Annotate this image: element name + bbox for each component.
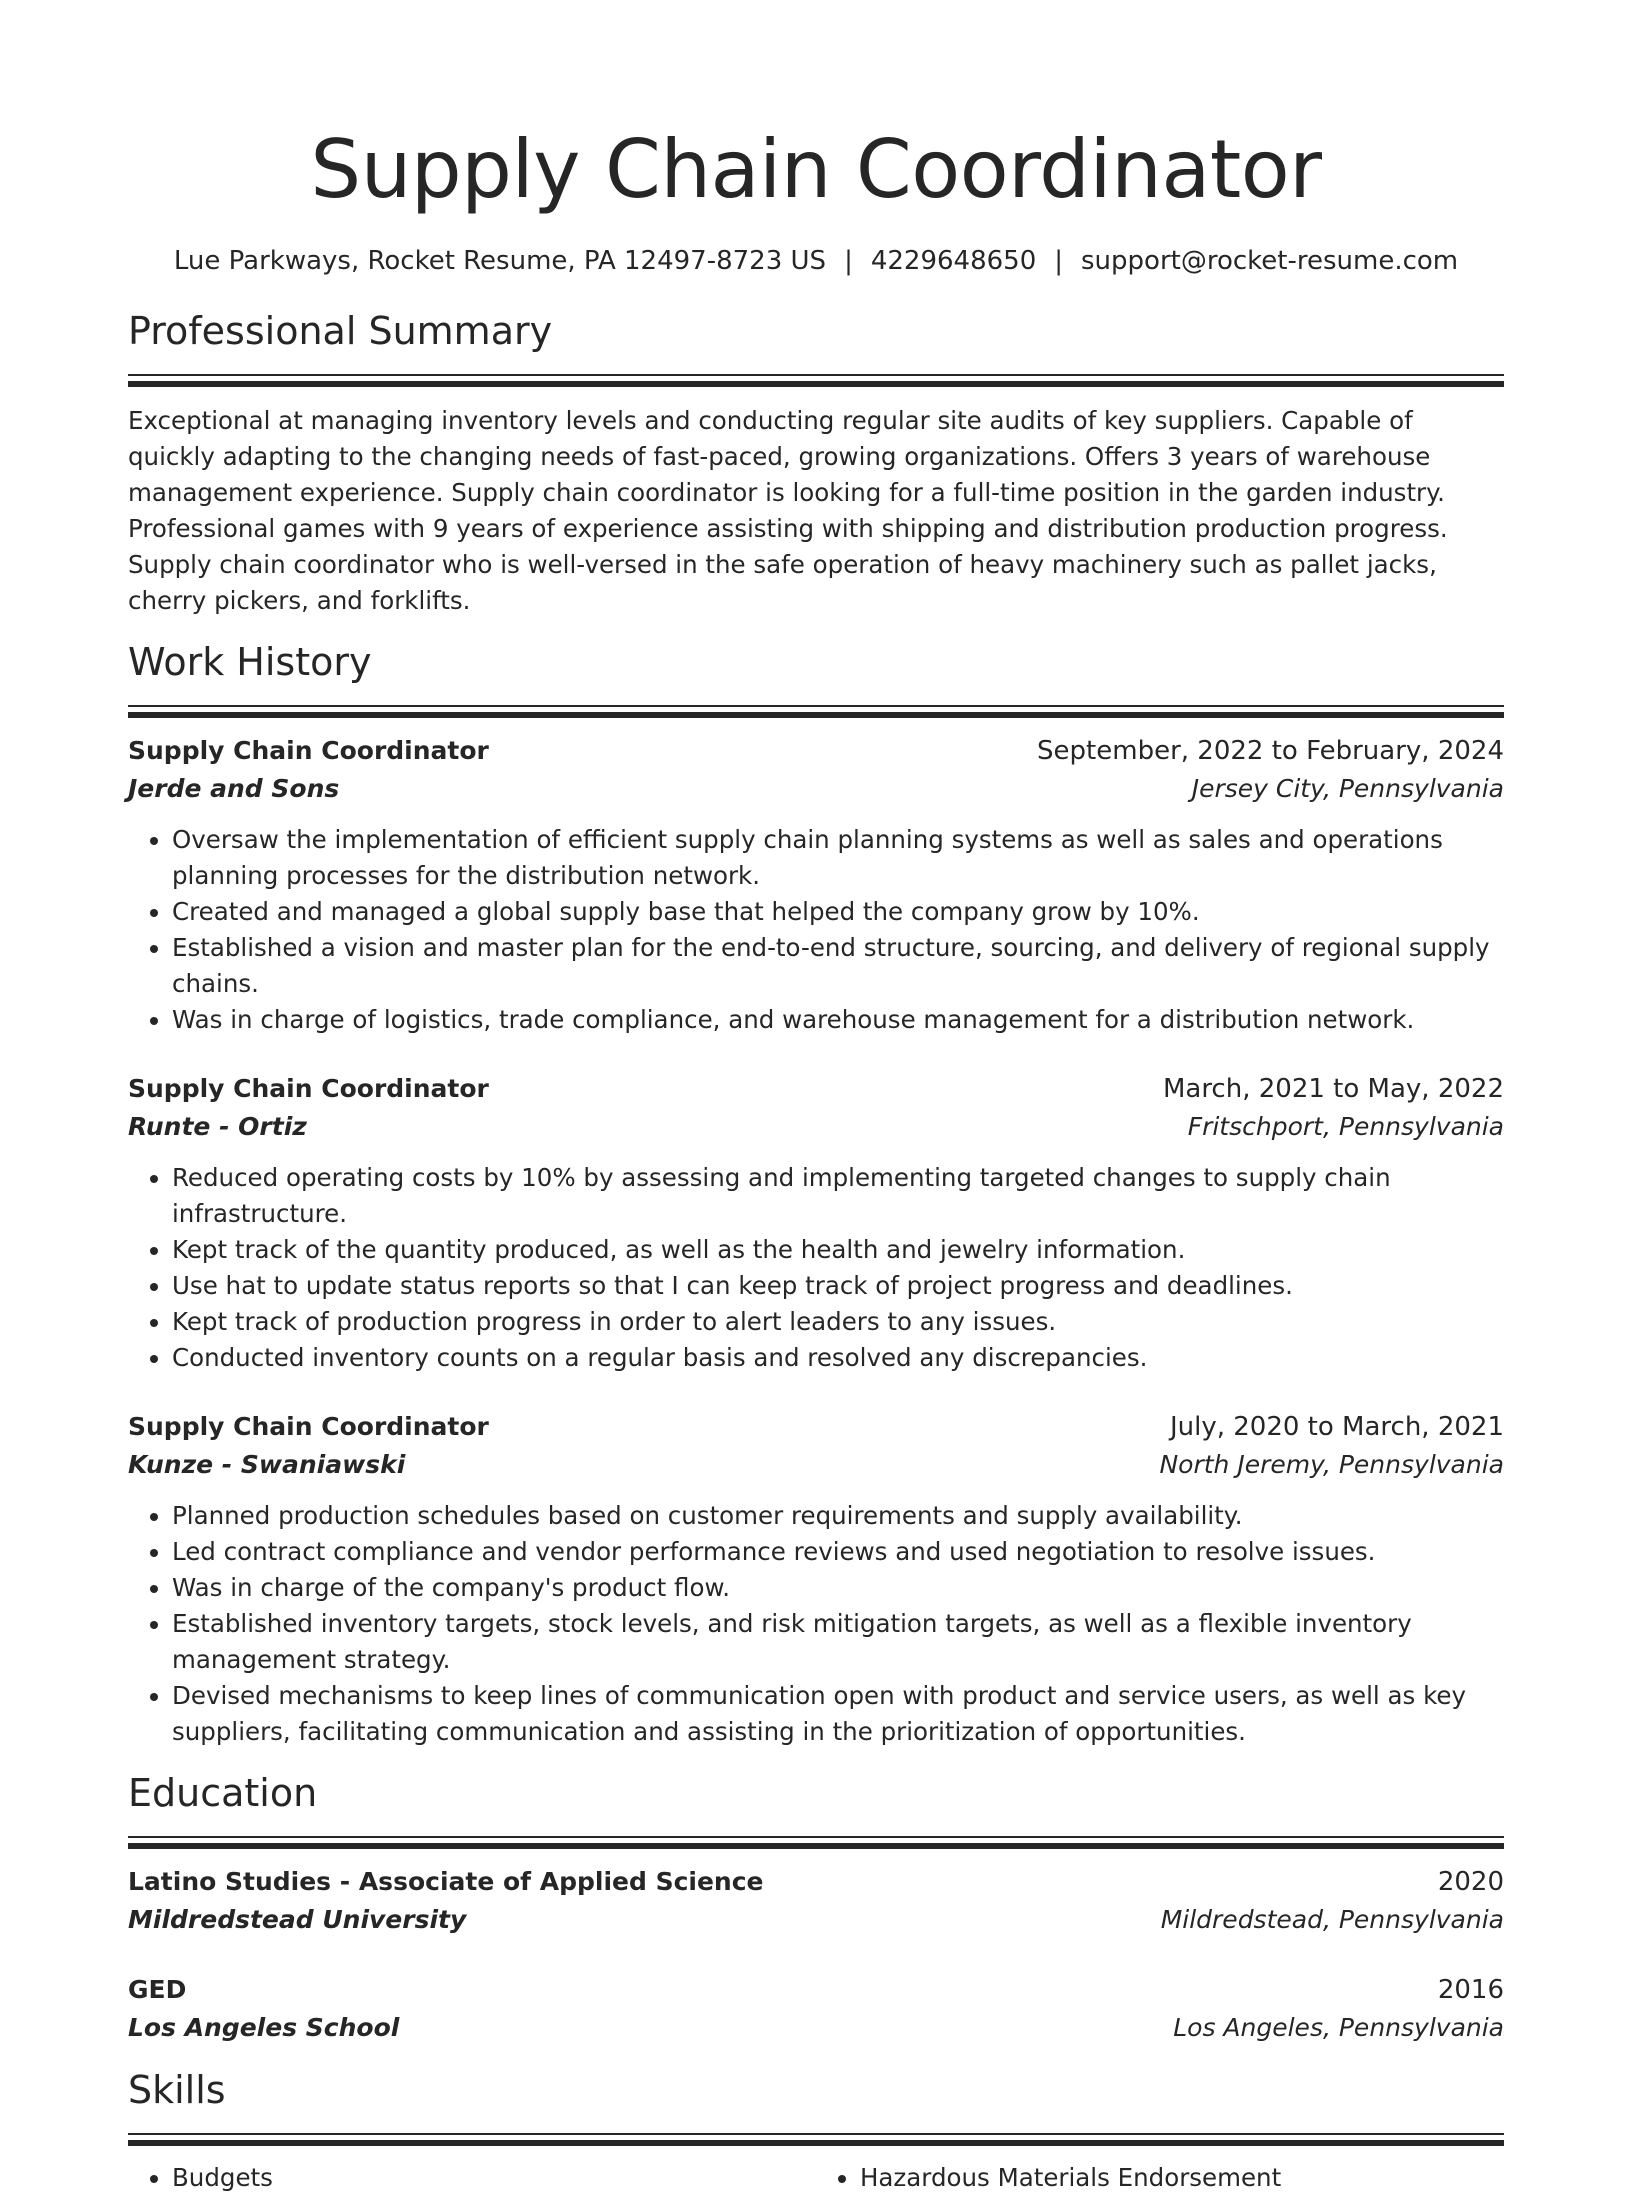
job-title: Supply Chain Coordinator xyxy=(128,1412,489,1441)
job-entry xyxy=(128,732,1504,1038)
job-title: Supply Chain Coordinator xyxy=(128,1074,489,1103)
section-divider xyxy=(128,1836,1504,1849)
list-item: • Established inventory targets, stock levels, and risk mitigation targets, as well as a flexible inventory management strategy. xyxy=(172,1606,1504,1678)
list-item: • Led contract compliance and vendor performance reviews and used negotiation to resolve issues. xyxy=(172,1534,1504,1570)
job-bullets xyxy=(128,1498,1504,1750)
contact-email[interactable]: support@rocket-resume.com xyxy=(1081,246,1459,276)
skills-columns xyxy=(128,2160,1504,2196)
education-entry xyxy=(128,1971,1504,2047)
contact-phone: 4229648650 xyxy=(870,246,1037,276)
summary-text: Exceptional at managing inventory levels and conducting regular site audits of key suppliers. Capable of quickly adapting to the changing needs of fast-paced, growing organizations. Offers 3 years of warehouse management experience. Supply chain coordinator is looking for a full-time position in the garden industry. Professional games with 9 years of experience assisting with shipping and distribution production progress. Supply chain coordinator who is well-versed in the safe operation of heavy machinery such as pallet jacks, cherry pickers, and forklifts. xyxy=(128,406,1448,615)
resume-title: Supply Chain Coordinator xyxy=(310,123,1322,216)
job-company: Kunze - Swaniawski xyxy=(128,1450,406,1479)
list-item: • Reduced operating costs by 10% by assessing and implementing targeted changes to supply chain infrastructure. xyxy=(172,1160,1504,1232)
job-bullets xyxy=(128,1160,1504,1376)
work-history-section xyxy=(128,637,1504,1750)
education-entry xyxy=(128,1863,1504,1939)
section-divider xyxy=(128,705,1504,718)
job-entry xyxy=(128,1408,1504,1750)
section-divider xyxy=(128,2133,1504,2146)
education-school: Los Angeles School xyxy=(128,2013,400,2042)
list-item: • Established a vision and master plan for the end-to-end structure, sourcing, and delivery of regional supply chains. xyxy=(172,930,1504,1002)
education-section xyxy=(128,1768,1504,2047)
job-location: Jersey City, Pennsylvania xyxy=(1191,774,1504,803)
contact-separator: | xyxy=(844,246,853,276)
education-degree: GED xyxy=(128,1975,187,2004)
list-item: • Was in charge of the company's product flow. xyxy=(172,1570,1504,1606)
skills-heading: Skills xyxy=(128,2068,226,2112)
education-location: Mildredstead, Pennsylvania xyxy=(1160,1905,1504,1934)
contact-address: Lue Parkways, Rocket Resume, PA 12497-8723 US xyxy=(173,246,827,276)
summary-heading: Professional Summary xyxy=(128,309,553,353)
education-year: 2016 xyxy=(1437,1975,1504,2005)
job-entry xyxy=(128,1070,1504,1376)
job-location: North Jeremy, Pennsylvania xyxy=(1159,1450,1504,1479)
contact-line xyxy=(128,244,1504,278)
skill-item: • Budgets xyxy=(172,2160,816,2196)
skills-list-left xyxy=(128,2160,816,2196)
list-item: • Conducted inventory counts on a regular basis and resolved any discrepancies. xyxy=(172,1340,1504,1376)
education-location: Los Angeles, Pennsylvania xyxy=(1173,2013,1504,2042)
education-heading: Education xyxy=(128,1771,318,1815)
education-degree: Latino Studies - Associate of Applied Science xyxy=(128,1867,764,1896)
skills-section xyxy=(128,2065,1504,2196)
summary-section xyxy=(128,306,1504,619)
work-history-heading: Work History xyxy=(128,640,372,684)
list-item: • Was in charge of logistics, trade compliance, and warehouse management for a distribution network. xyxy=(172,1002,1504,1038)
list-item: • Use hat to update status reports so that I can keep track of project progress and deadlines. xyxy=(172,1268,1504,1304)
job-bullets xyxy=(128,822,1504,1038)
list-item: • Kept track of production progress in order to alert leaders to any issues. xyxy=(172,1304,1504,1340)
section-divider xyxy=(128,374,1504,387)
list-item: • Planned production schedules based on customer requirements and supply availability. xyxy=(172,1498,1504,1534)
contact-separator: | xyxy=(1054,246,1064,276)
list-item: • Oversaw the implementation of efficient supply chain planning systems as well as sales and operations planning processes for the distribution network. xyxy=(172,822,1504,894)
job-title: Supply Chain Coordinator xyxy=(128,736,489,765)
list-item: • Kept track of the quantity produced, as well as the health and jewelry information. xyxy=(172,1232,1504,1268)
education-year: 2020 xyxy=(1437,1867,1504,1897)
education-school: Mildredstead University xyxy=(128,1905,467,1934)
skills-list-right xyxy=(816,2160,1504,2196)
list-item: • Created and managed a global supply base that helped the company grow by 10%. xyxy=(172,894,1504,930)
job-dates: September, 2022 to February, 2024 xyxy=(1037,736,1504,766)
job-location: Fritschport, Pennsylvania xyxy=(1187,1112,1504,1141)
job-dates: July, 2020 to March, 2021 xyxy=(1169,1412,1504,1442)
job-company: Runte - Ortiz xyxy=(128,1112,307,1141)
job-company: Jerde and Sons xyxy=(128,774,340,803)
list-item: • Devised mechanisms to keep lines of communication open with product and service users, as well as key suppliers, facilitating communication and assisting in the prioritization of opportunities. xyxy=(172,1678,1504,1750)
skill-item: • Hazardous Materials Endorsement xyxy=(860,2160,1504,2196)
job-dates: March, 2021 to May, 2022 xyxy=(1162,1074,1504,1104)
